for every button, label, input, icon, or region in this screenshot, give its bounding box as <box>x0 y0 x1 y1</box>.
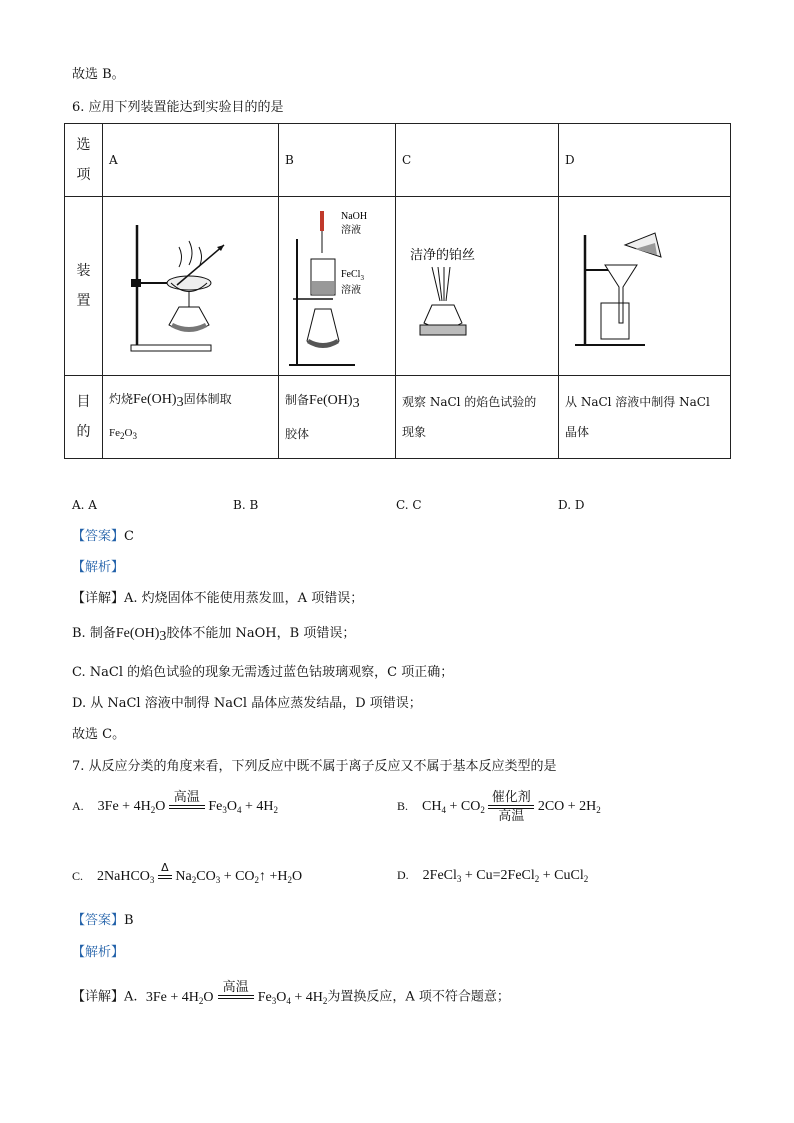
high-temp-condition: 高温 <box>169 790 205 824</box>
apparatus-b-cell <box>279 197 396 376</box>
fecl3-solution-label: 溶液 <box>341 284 361 296</box>
options-table <box>64 123 731 459</box>
question-6-stem: 6. 应用下列装置能达到实验目的的是 <box>72 100 284 115</box>
q6-detail-d: D. 从 NaCl 溶液中制得 NaCl 晶体应蒸发结晶，D 项错误； <box>72 696 422 711</box>
q6-conclusion: 故选 C。 <box>72 727 126 742</box>
purpose-c: 观察 NaCl 的焰色试验的 现象 <box>396 376 559 459</box>
purpose-d: 从 NaCl 溶液中制得 NaCl 晶体 <box>559 376 731 459</box>
fecl3-label: FeCl$_3$ <box>341 268 364 282</box>
row-label-options: 选 项 <box>65 124 103 197</box>
table-row-apparatus <box>65 197 731 376</box>
platinum-wire-label: 洁净的铂丝 <box>410 246 476 262</box>
catalyst-condition: 催化剂 高温 <box>488 790 534 824</box>
q6-detail-b: B. 制备Fe(OH)3胶体不能加 NaOH，B 项错误； <box>72 626 356 644</box>
filtration-apparatus-image <box>565 205 725 365</box>
purpose-b: 制备Fe(OH)3 胶体 <box>279 376 396 459</box>
header-d: D <box>559 124 731 197</box>
q7-option-a[interactable]: A. $3Fe + 4H_2O$ 高温 $Fe_3O_4 + 4H_2$ <box>72 790 278 824</box>
apparatus-a-cell <box>103 197 279 376</box>
q7-option-c[interactable]: C. 2NaHCO$_3$ Δ $Na_2CO_3$ + $CO_2↑ +H_2O$ <box>72 860 302 894</box>
header-b: B <box>279 124 396 197</box>
choice-d[interactable]: D. D <box>558 498 585 512</box>
row-label-apparatus: 装 置 <box>65 197 103 376</box>
header-c: C <box>396 124 559 197</box>
previous-conclusion: 故选 B。 <box>72 67 125 82</box>
question-7-stem: 7. 从反应分类的角度来看，下列反应中既不属于离子反应又不属于基本反应类型的是 <box>72 759 557 774</box>
apparatus-c-cell <box>396 197 559 376</box>
q7-answer: 【答案】B <box>72 913 134 928</box>
q7-detail-a: 【详解】A. $3Fe + 4H_2O$ 高温 $Fe_3O_4 + 4H_2$为置换反应，A 项不符合题意； <box>72 980 510 1014</box>
header-a: A <box>103 124 279 197</box>
row-label-purpose: 目 的 <box>65 376 103 459</box>
q7-option-d[interactable]: D. 2FeCl$_3$ + Cu=2FeCl$_2$ + CuCl$_2$ <box>397 868 589 884</box>
q6-detail-a: 【详解】A. 灼烧固体不能使用蒸发皿，A 项错误； <box>72 591 364 606</box>
q6-detail-c: C. NaCl 的焰色试验的现象无需透过蓝色钴玻璃观察，C 项正确； <box>72 665 454 680</box>
q7-option-b[interactable]: B. $CH_4 + CO_2$ 催化剂 高温 $2CO + 2H_2$ <box>397 790 601 824</box>
high-temp-condition: 高温 <box>218 980 254 1014</box>
q6-answer: 【答案】C <box>72 529 134 544</box>
flame-test-apparatus-image <box>402 205 552 365</box>
naoh-solution-label: 溶液 <box>341 224 361 236</box>
naoh-label: NaOH <box>341 210 368 222</box>
colloid-apparatus-image <box>285 201 393 369</box>
purpose-a: 灼烧Fe(OH)3固体制取 $Fe_2O_3$ <box>103 376 279 459</box>
apparatus-d-cell <box>559 197 731 376</box>
choice-c[interactable]: C. C <box>396 498 422 512</box>
table-row-options <box>65 124 731 197</box>
table-row-purpose <box>65 376 731 459</box>
q7-analysis-tag: 【解析】 <box>72 945 125 960</box>
q6-analysis-tag: 【解析】 <box>72 560 125 575</box>
heat-condition: Δ <box>158 860 172 894</box>
choice-b[interactable]: B. B <box>233 498 259 512</box>
choice-a[interactable]: A. A <box>72 498 97 512</box>
evaporating-dish-apparatus-image <box>109 205 269 365</box>
